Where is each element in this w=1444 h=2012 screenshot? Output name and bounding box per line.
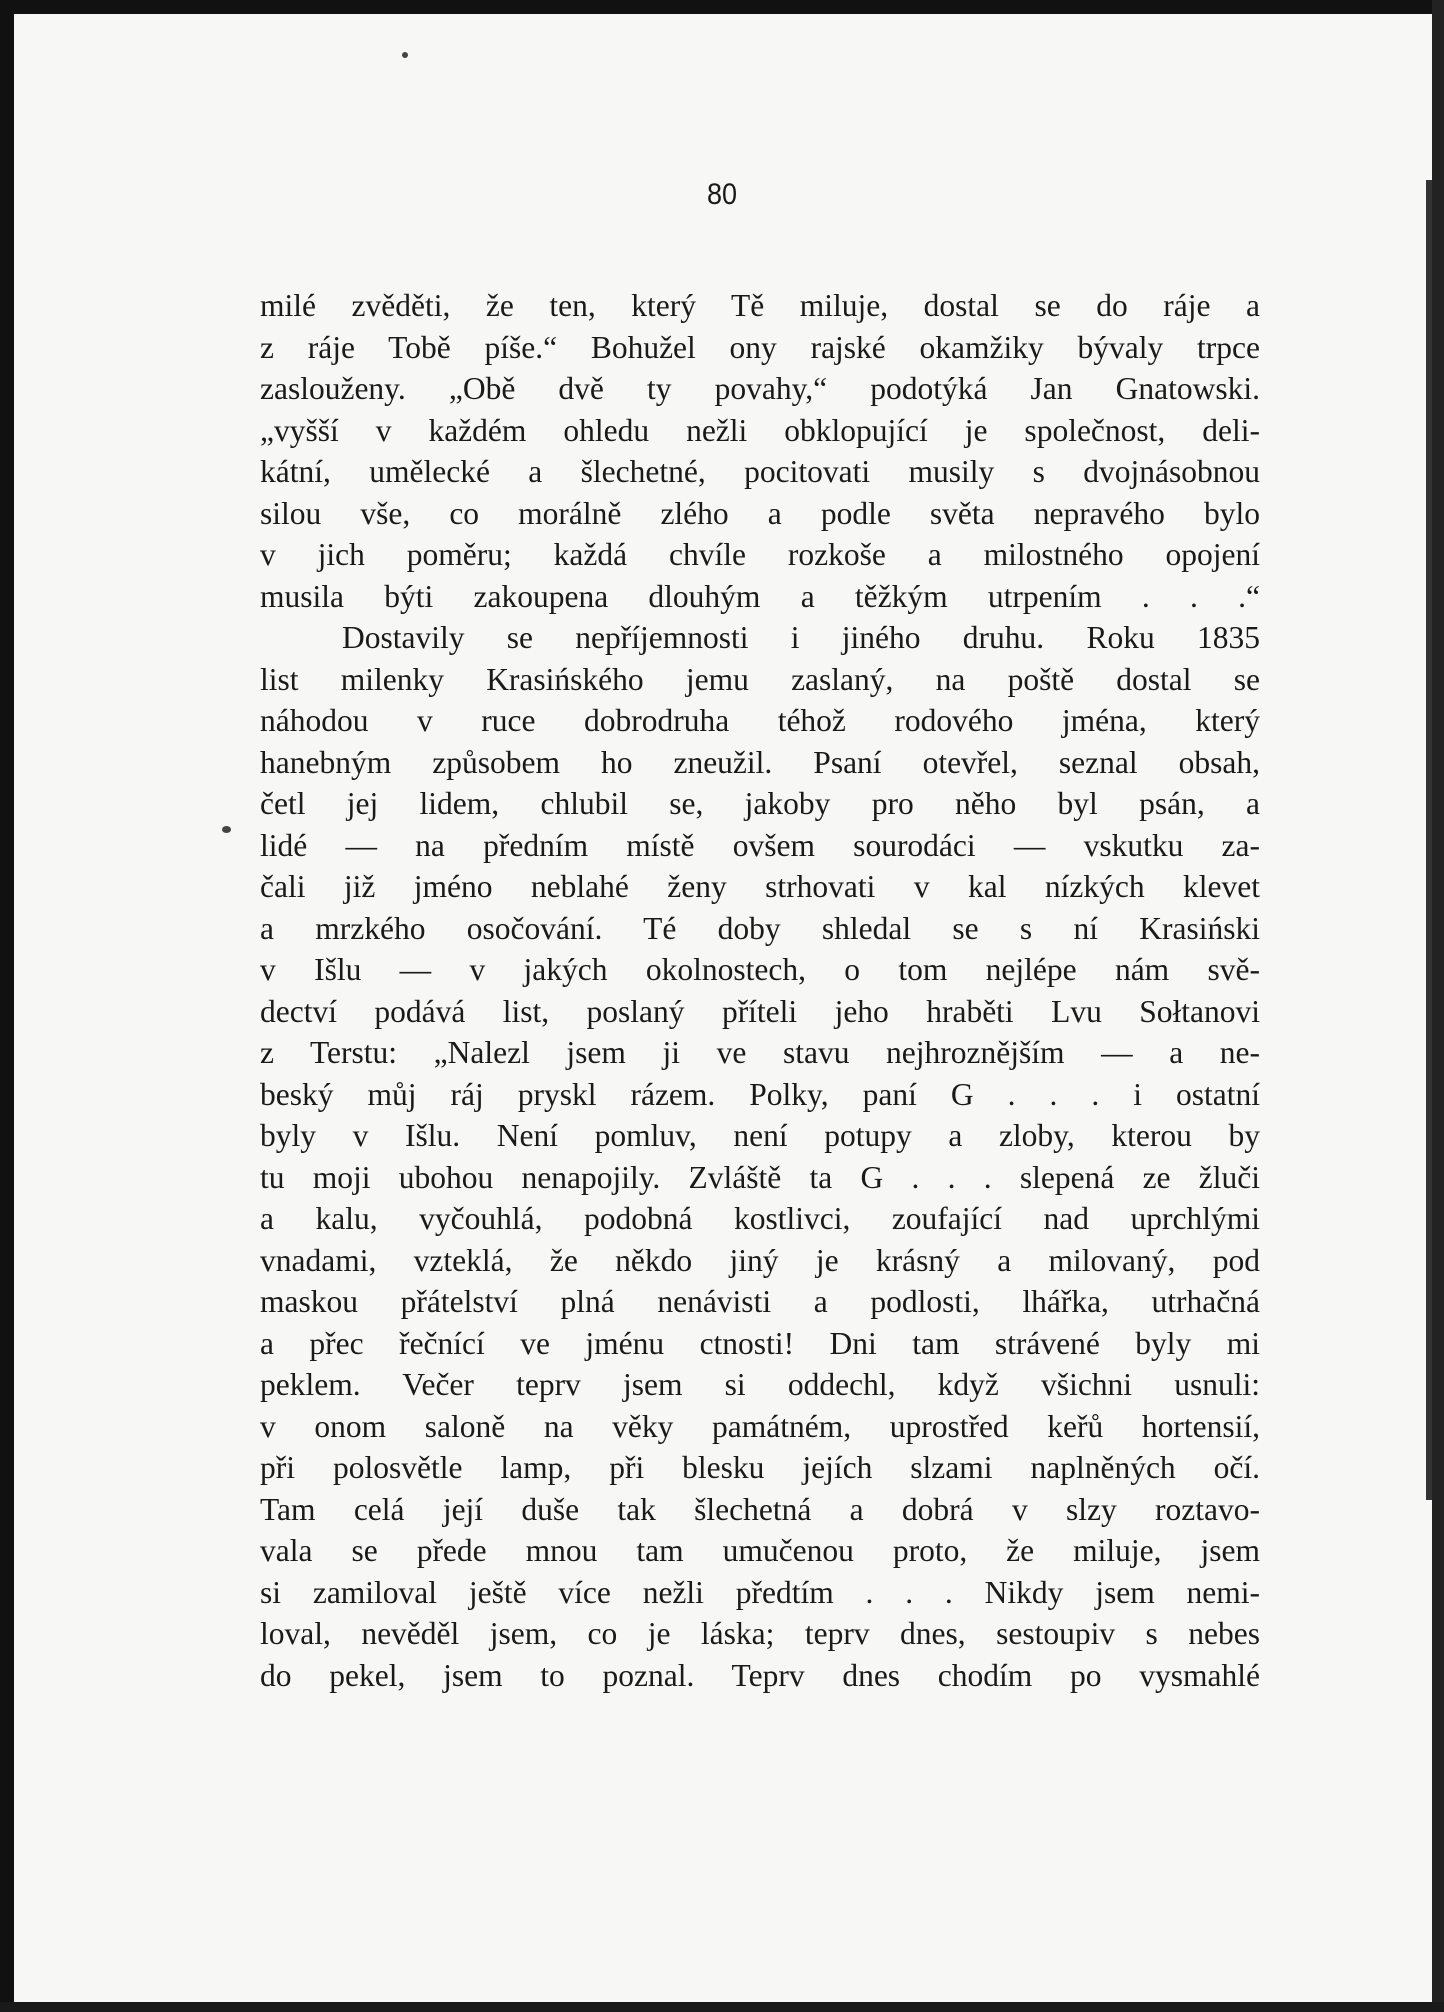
text-line: do pekel, jsem to poznal. Teprv dnes chodím po vysmahlé: [260, 1657, 1260, 1693]
scan-fold-shadow: [1426, 180, 1432, 1500]
scan-border-right: [1432, 0, 1444, 2012]
text-line: byly v Išlu. Není pomluv, není potupy a zloby, kterou by: [260, 1118, 1260, 1153]
page-number: 80: [706, 178, 738, 211]
text-line: beský můj ráj pryskl rázem. Polky, paní G . . . i ostatní: [260, 1076, 1260, 1112]
text-line: a kalu, vyčouhlá, podobná kostlivci, zoufající nad uprchlými: [260, 1201, 1260, 1236]
text-line: loval, nevěděl jsem, co je láska; teprv dnes, sestoupiv s nebes: [260, 1616, 1260, 1651]
text-line: silou vše, co morálně zlého a podle světa nepravého bylo: [260, 495, 1260, 531]
text-line: z Terstu: „Nalezl jsem ji ve stavu nejhroznějším — a ne-: [260, 1035, 1260, 1070]
scan-border-top: [0, 0, 1444, 14]
text-line: kátní, umělecké a šlechetné, pocitovati musily s dvojnásobnou: [260, 454, 1260, 489]
text-line: Tam celá její duše tak šlechetná a dobrá v slzy roztavo-: [260, 1491, 1260, 1527]
text-line: lidé — na předním místě ovšem sourodáci — vskutku za-: [260, 827, 1260, 863]
text-line: četl jej lidem, chlubil se, jakoby pro něho byl psán, a: [260, 786, 1260, 821]
text-line: a přec řečnící ve jménu ctnosti! Dni tam strávené byly mi: [260, 1325, 1260, 1361]
text-line: musila býti zakoupena dlouhým a těžkým utrpením . . .“: [260, 578, 1260, 614]
text-line: vnadami, vzteklá, že někdo jiný je krásný a milovaný, pod: [260, 1242, 1260, 1278]
text-line: zaslouženy. „Obě dvě ty povahy,“ podotýká Jan Gnatowski.: [260, 371, 1260, 406]
text-line: čali již jméno neblahé ženy strhovati v kal nízkých klevet: [260, 869, 1260, 904]
ink-spot: [402, 52, 408, 58]
text-line: „vyšší v každém ohledu nežli obklopující je společnost, deli-: [260, 412, 1260, 448]
text-line: v onom saloně na věky památném, uprostřed keřů hortensií,: [260, 1408, 1260, 1444]
text-line: Dostavily se nepříjemnosti i jiného druhu. Roku 1835: [342, 620, 1260, 655]
text-line: milé zvěděti, že ten, který Tě miluje, dostal se do ráje a: [260, 288, 1260, 323]
ink-spot: [222, 826, 231, 833]
text-line: si zamiloval ještě více nežli předtím . . . Nikdy jsem nemi-: [260, 1574, 1260, 1610]
text-line: maskou přátelství plná nenávisti a podlosti, lhářka, utrhačná: [260, 1284, 1260, 1319]
scan-border-left: [0, 0, 14, 2012]
text-line: v Išlu — v jakých okolnostech, o tom nejlépe nám svě-: [260, 952, 1260, 987]
text-line: peklem. Večer teprv jsem si oddechl, když všichni usnuli:: [260, 1367, 1260, 1402]
text-line: dectví podává list, poslaný příteli jeho hraběti Lvu Sołtanovi: [260, 993, 1260, 1029]
text-line: z ráje Tobě píše.“ Bohužel ony rajské okamžiky bývaly trpce: [260, 329, 1260, 365]
text-line: a mrzkého osočování. Té doby shledal se s ní Krasiński: [260, 910, 1260, 946]
body-text: [260, 285, 1260, 1696]
text-line: list milenky Krasińského jemu zaslaný, na poště dostal se: [260, 661, 1260, 697]
text-line: tu moji ubohou nenapojily. Zvláště ta G . . . slepená ze žluči: [260, 1159, 1260, 1195]
text-line: hanebným způsobem ho zneužil. Psaní otevřel, seznal obsah,: [260, 744, 1260, 780]
text-line: v jich poměru; každá chvíle rozkoše a milostného opojení: [260, 537, 1260, 572]
text-line: vala se přede mnou tam umučenou proto, že miluje, jsem: [260, 1533, 1260, 1568]
scan-border-bottom: [0, 2002, 1444, 2012]
text-line: náhodou v ruce dobrodruha téhož rodového jména, který: [260, 703, 1260, 738]
text-line: při polosvětle lamp, při blesku jejích slzami naplněných očí.: [260, 1450, 1260, 1485]
